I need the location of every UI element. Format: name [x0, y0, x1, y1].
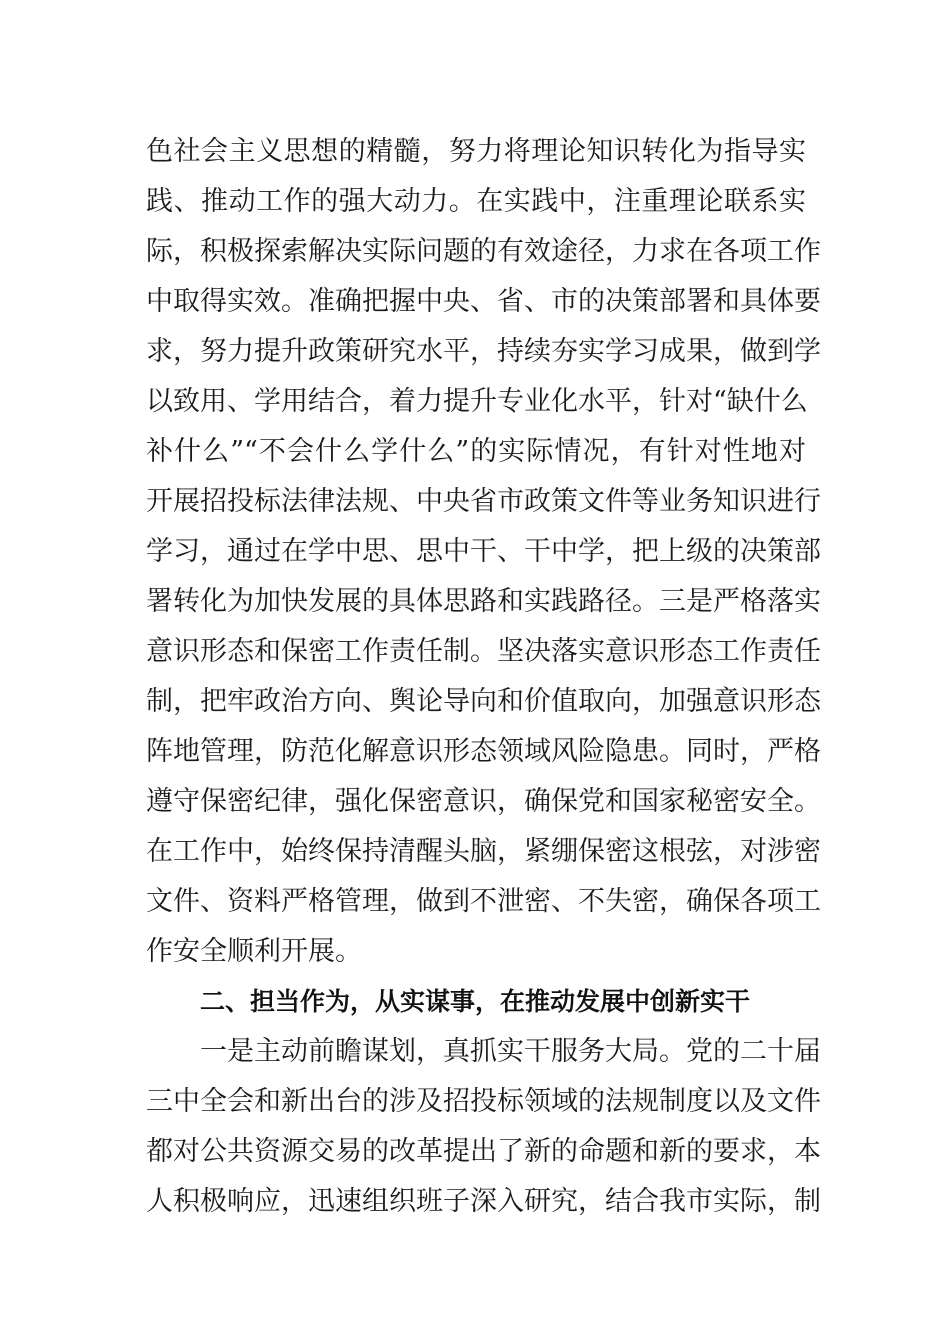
section-line: 人积极响应，迅速组织班子深入研究，结合我市实际，制: [146, 1186, 821, 1217]
body-line: 中取得实效。准确把握中央、省、市的决策部署和具体要: [146, 286, 821, 317]
body-line: 意识形态和保密工作责任制。坚决落实意识形态工作责任: [146, 636, 821, 667]
body-line: 求，努力提升政策研究水平，持续夯实学习成果，做到学: [146, 336, 821, 367]
section-heading: 二、担当作为，从实谋事，在推动发展中创新实干: [200, 987, 751, 1016]
body-line: 补什么”“不会什么学什么”的实际情况，有针对性地对: [146, 436, 806, 467]
body-line: 阵地管理，防范化解意识形态领域风险隐患。同时，严格: [146, 736, 821, 767]
body-line: 文件、资料严格管理，做到不泄密、不失密，确保各项工: [146, 886, 821, 917]
body-line: 署转化为加快发展的具体思路和实践路径。三是严格落实: [146, 586, 821, 617]
body-line: 以致用、学用结合，着力提升专业化水平，针对“缺什么: [146, 386, 808, 417]
section-line: 一是主动前瞻谋划，真抓实干服务大局。党的二十届: [200, 1036, 821, 1067]
body-line: 色社会主义思想的精髓，努力将理论知识转化为指导实: [146, 136, 806, 167]
section-line: 都对公共资源交易的改革提出了新的命题和新的要求，本: [146, 1136, 821, 1167]
body-line: 作安全顺利开展。: [146, 936, 362, 967]
body-line: 学习，通过在学中思、思中干、干中学，把上级的决策部: [146, 536, 821, 567]
section-line: 三中全会和新出台的涉及招投标领域的法规制度以及文件: [146, 1086, 821, 1117]
body-line: 制，把牢政治方向、舆论导向和价值取向，加强意识形态: [146, 686, 821, 717]
body-line: 开展招投标法律法规、中央省市政策文件等业务知识进行: [146, 486, 821, 517]
body-line: 遵守保密纪律，强化保密意识，确保党和国家秘密安全。: [146, 786, 821, 817]
body-line: 践、推动工作的强大动力。在实践中，注重理论联系实: [146, 186, 806, 217]
body-line: 际，积极探索解决实际问题的有效途径，力求在各项工作: [146, 236, 821, 267]
body-line: 在工作中，始终保持清醒头脑，紧绷保密这根弦，对涉密: [146, 836, 821, 867]
